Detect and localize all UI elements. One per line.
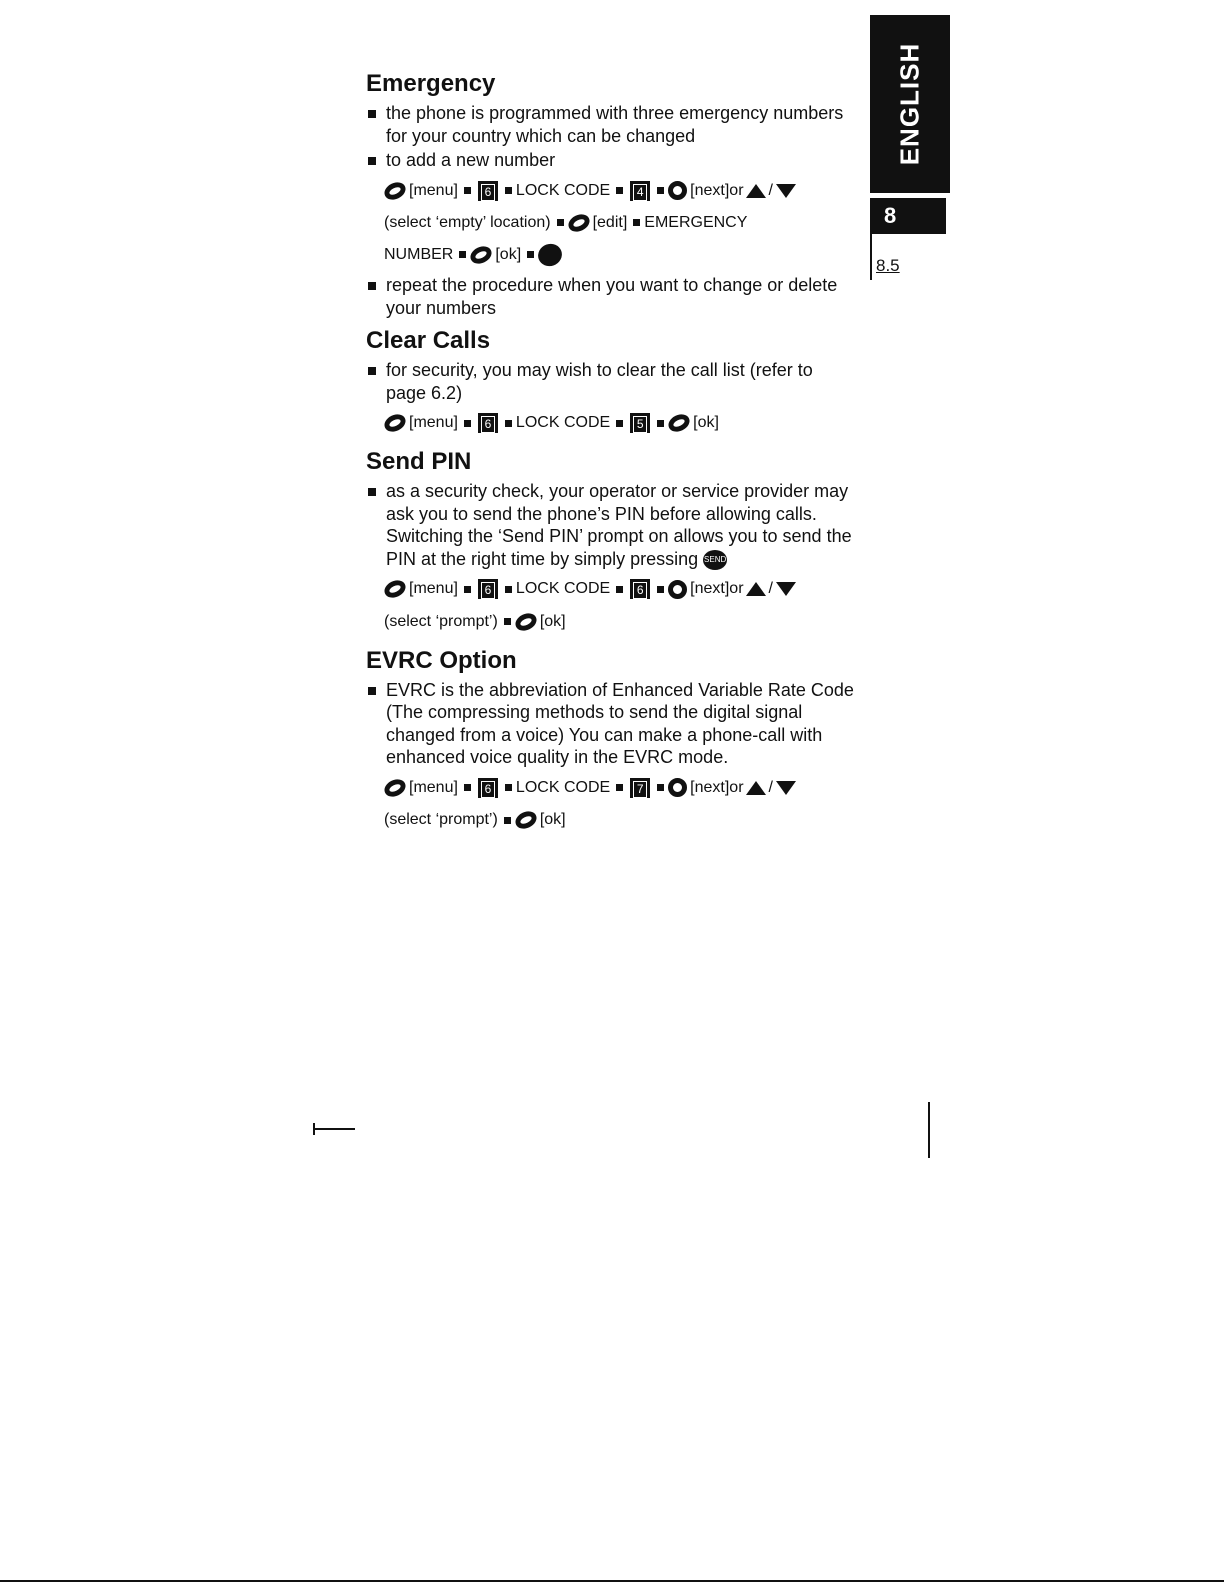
- number-key-icon: [478, 181, 498, 201]
- crop-mark: [313, 1128, 355, 1130]
- step-separator-icon: [557, 219, 564, 226]
- page-number: 8.5: [876, 256, 900, 275]
- menu-label: [menu]: [409, 181, 458, 199]
- slash-text: /: [768, 778, 773, 796]
- scroll-down-icon: [776, 184, 796, 198]
- menu-label: [menu]: [409, 580, 458, 598]
- step-separator-icon: [459, 251, 466, 258]
- lock-code-label: LOCK CODE: [515, 181, 611, 199]
- bullet-item: for security, you may wish to clear the call list (refer to page 6.2): [366, 359, 856, 404]
- nav-key-icon: [666, 411, 693, 435]
- select-instruction: (select ‘prompt’): [384, 811, 498, 829]
- key-sequence: [366, 242, 856, 268]
- emergency-label: EMERGENCY: [644, 213, 748, 231]
- lock-code-label: LOCK CODE: [515, 414, 611, 432]
- send-key-icon: SEND: [703, 550, 727, 570]
- section-evrc: [366, 647, 856, 833]
- section-title-send-pin: Send PIN: [366, 448, 472, 476]
- key-digit: 6: [481, 781, 495, 798]
- number-key-icon: [478, 778, 498, 798]
- side-divider: [870, 234, 872, 280]
- step-separator-icon: [657, 784, 664, 791]
- key-digit: 6: [481, 184, 495, 201]
- nav-key-icon: [512, 808, 539, 832]
- step-separator-icon: [505, 420, 512, 427]
- nav-key-icon: [565, 211, 592, 235]
- step-separator-icon: [616, 586, 623, 593]
- key-digit: 6: [481, 582, 495, 599]
- number-key-icon: [630, 778, 650, 798]
- step-separator-icon: [633, 219, 640, 226]
- number-key-icon: [630, 413, 650, 433]
- ok-label: [ok]: [693, 414, 719, 432]
- lock-code-label: LOCK CODE: [515, 778, 611, 796]
- end-key-icon: [535, 241, 565, 270]
- next-label: [next]or: [690, 580, 744, 598]
- menu-label: [menu]: [409, 414, 458, 432]
- section-title-evrc: EVRC Option: [366, 646, 517, 674]
- ok-label: [ok]: [495, 245, 522, 263]
- edit-label: [edit]: [592, 213, 628, 231]
- step-separator-icon: [505, 586, 512, 593]
- nav-key-icon: [382, 578, 409, 602]
- lock-code-label: LOCK CODE: [515, 580, 611, 598]
- next-label: [next]or: [690, 778, 744, 796]
- scroll-up-icon: [746, 582, 766, 596]
- bullet-item: to add a new number: [366, 149, 856, 172]
- step-separator-icon: [616, 187, 623, 194]
- nav-key-icon: [382, 179, 409, 203]
- key-digit: 7: [633, 781, 647, 798]
- step-separator-icon: [657, 187, 664, 194]
- key-sequence: [366, 178, 856, 204]
- number-key-icon: [478, 579, 498, 599]
- step-separator-icon: [464, 586, 471, 593]
- section-send-pin: [366, 448, 856, 634]
- nav-key-icon: [668, 580, 687, 599]
- key-sequence: [366, 609, 856, 635]
- scroll-down-icon: [776, 582, 796, 596]
- menu-label: [menu]: [409, 778, 458, 796]
- page-content: [366, 70, 856, 839]
- language-tab: [870, 15, 950, 193]
- step-separator-icon: [464, 187, 471, 194]
- key-sequence: [366, 775, 856, 801]
- section-title-clear-calls: Clear Calls: [366, 327, 491, 355]
- slash-text: /: [768, 580, 773, 598]
- page-edge-rule: [0, 1580, 1224, 1582]
- key-digit: 6: [633, 582, 647, 599]
- step-separator-icon: [504, 817, 511, 824]
- nav-key-icon: [382, 776, 409, 800]
- key-sequence: [366, 807, 856, 833]
- select-instruction: (select ‘prompt’): [384, 612, 498, 630]
- ok-label: [ok]: [539, 612, 566, 630]
- section-emergency: [366, 70, 856, 319]
- bullet-item: the phone is programmed with three emergency numbers for your country which can be changed: [366, 102, 856, 147]
- next-label: [next]or: [690, 181, 744, 199]
- bullet-text: as a security check, your operator or service provider may ask you to send the phone’s PIN before allowing calls. Switching the ‘Send PIN’ prompt on allows you to send the PIN at the right time by simply pressing: [386, 481, 852, 569]
- scroll-down-icon: [776, 781, 796, 795]
- key-digit: 4: [633, 184, 647, 201]
- scroll-up-icon: [746, 781, 766, 795]
- step-separator-icon: [657, 420, 664, 427]
- key-sequence: [366, 410, 856, 436]
- section-clear-calls: [366, 327, 856, 436]
- nav-key-icon: [512, 610, 539, 634]
- key-sequence: [366, 210, 856, 236]
- step-separator-icon: [505, 784, 512, 791]
- nav-key-icon: [468, 243, 495, 267]
- language-label: ENGLISH: [894, 42, 925, 166]
- number-label: NUMBER: [384, 245, 454, 263]
- step-separator-icon: [464, 784, 471, 791]
- number-key-icon: [630, 181, 650, 201]
- step-separator-icon: [527, 251, 534, 258]
- nav-key-icon: [668, 181, 687, 200]
- key-digit: 5: [633, 416, 647, 433]
- bullet-item: [366, 480, 856, 570]
- select-instruction: (select ‘empty’ location): [384, 213, 551, 231]
- nav-key-icon: [382, 411, 409, 435]
- step-separator-icon: [616, 784, 623, 791]
- section-title-emergency: Emergency: [366, 70, 496, 97]
- key-sequence: [366, 576, 856, 602]
- crop-mark: [928, 1102, 930, 1158]
- step-separator-icon: [657, 586, 664, 593]
- scroll-up-icon: [746, 184, 766, 198]
- bullet-item: EVRC is the abbreviation of Enhanced Variable Rate Code (The compressing methods to send the digital signal changed from a voice) You can make a phone-call with enhanced voice quality in the EVRC mode.: [366, 679, 856, 769]
- step-separator-icon: [505, 187, 512, 194]
- key-digit: 6: [481, 416, 495, 433]
- step-separator-icon: [616, 420, 623, 427]
- ok-label: [ok]: [539, 811, 566, 829]
- number-key-icon: [630, 579, 650, 599]
- slash-text: /: [768, 181, 773, 199]
- number-key-icon: [478, 413, 498, 433]
- bullet-item: repeat the procedure when you want to change or delete your numbers: [366, 274, 856, 319]
- step-separator-icon: [504, 618, 511, 625]
- chapter-number: 8: [870, 198, 946, 234]
- step-separator-icon: [464, 420, 471, 427]
- nav-key-icon: [668, 778, 687, 797]
